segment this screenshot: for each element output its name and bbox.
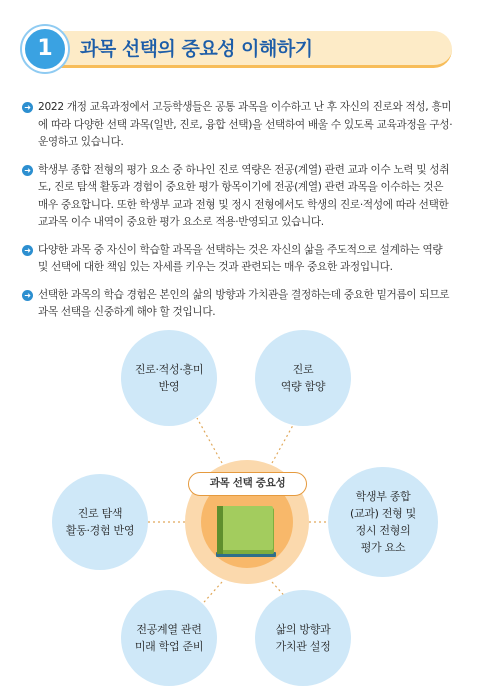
node-label: 진로·적성·흥미 반영	[134, 363, 204, 393]
arrow-circle-icon: ➜	[22, 165, 33, 176]
arrow-circle-icon: ➜	[22, 245, 33, 256]
importance-diagram	[0, 300, 497, 693]
node-mid-right	[328, 467, 438, 577]
section-number-badge: 1	[22, 26, 68, 72]
node-top-left	[121, 330, 217, 426]
bullet-text: 2022 개정 교육과정에서 고등학생들은 공통 과목을 이수하고 난 후 자신의 진로와 적성, 흥미에 따라 다양한 선택 과목(일반, 진로, 융합 선택)을 선택하여 배울 수 있도록 교육과정을 구성·운영하고 있습니다.	[38, 101, 453, 148]
bullet-text: 선택한 과목의 학습 경험은 본인의 삶의 방향과 가치관을 결정하는데 중요한 밑거름이 되므로 과목 선택을 신중하게 해야 할 것입니다.	[38, 288, 450, 318]
node-label: 삶의 방향과 가치관 설정	[275, 623, 331, 653]
bullet-text: 다양한 과목 중 자신이 학습할 과목을 선택하는 것은 자신의 삶을 주도적으로 설계하는 역량 및 선택에 대한 책임 있는 자세를 키우는 것과 관련되는 매우 중요한 과정입니다.	[38, 243, 443, 273]
bullet-item	[22, 242, 454, 277]
center-label: 과목 선택 중요성	[188, 472, 307, 496]
bullet-text: 학생부 종합 전형의 평가 요소 중 하나인 진로 역량은 전공(계열) 관련 교과 이수 노력 및 성취도, 진로 탐색 활동과 경험이 중요한 평가 항목이기에 전공(계열) 관련 과목을 이수하는 것은 매우 중요합니다. 또한 학생부 교과 전형 및 정시 전형에서도 학생의 진로·적성에 따라 선택한 교과목 이수 내역이 중요한 평가 요소로 적용·반영되고 있습니다.	[38, 163, 450, 228]
node-mid-left	[52, 474, 148, 570]
node-bottom-left	[121, 590, 217, 686]
bullet-item	[22, 162, 454, 232]
bullet-list	[22, 99, 454, 332]
node-bottom-right	[255, 590, 351, 686]
book-icon	[212, 500, 282, 560]
node-label: 전공계열 관련 미래 학업 준비	[134, 623, 204, 653]
section-title: 과목 선택의 중요성 이해하기	[80, 38, 313, 60]
node-label: 진로 역량 함양	[280, 363, 326, 393]
node-label: 학생부 종합 (교과) 전형 및 정시 전형의 평가 요소	[349, 490, 416, 554]
section-header	[22, 26, 452, 70]
arrow-circle-icon: ➜	[22, 102, 33, 113]
arrow-circle-icon: ➜	[22, 290, 33, 301]
bullet-item	[22, 99, 454, 152]
node-label: 진로 탐색 활동·경험 반영	[65, 507, 135, 537]
node-top-right	[255, 330, 351, 426]
